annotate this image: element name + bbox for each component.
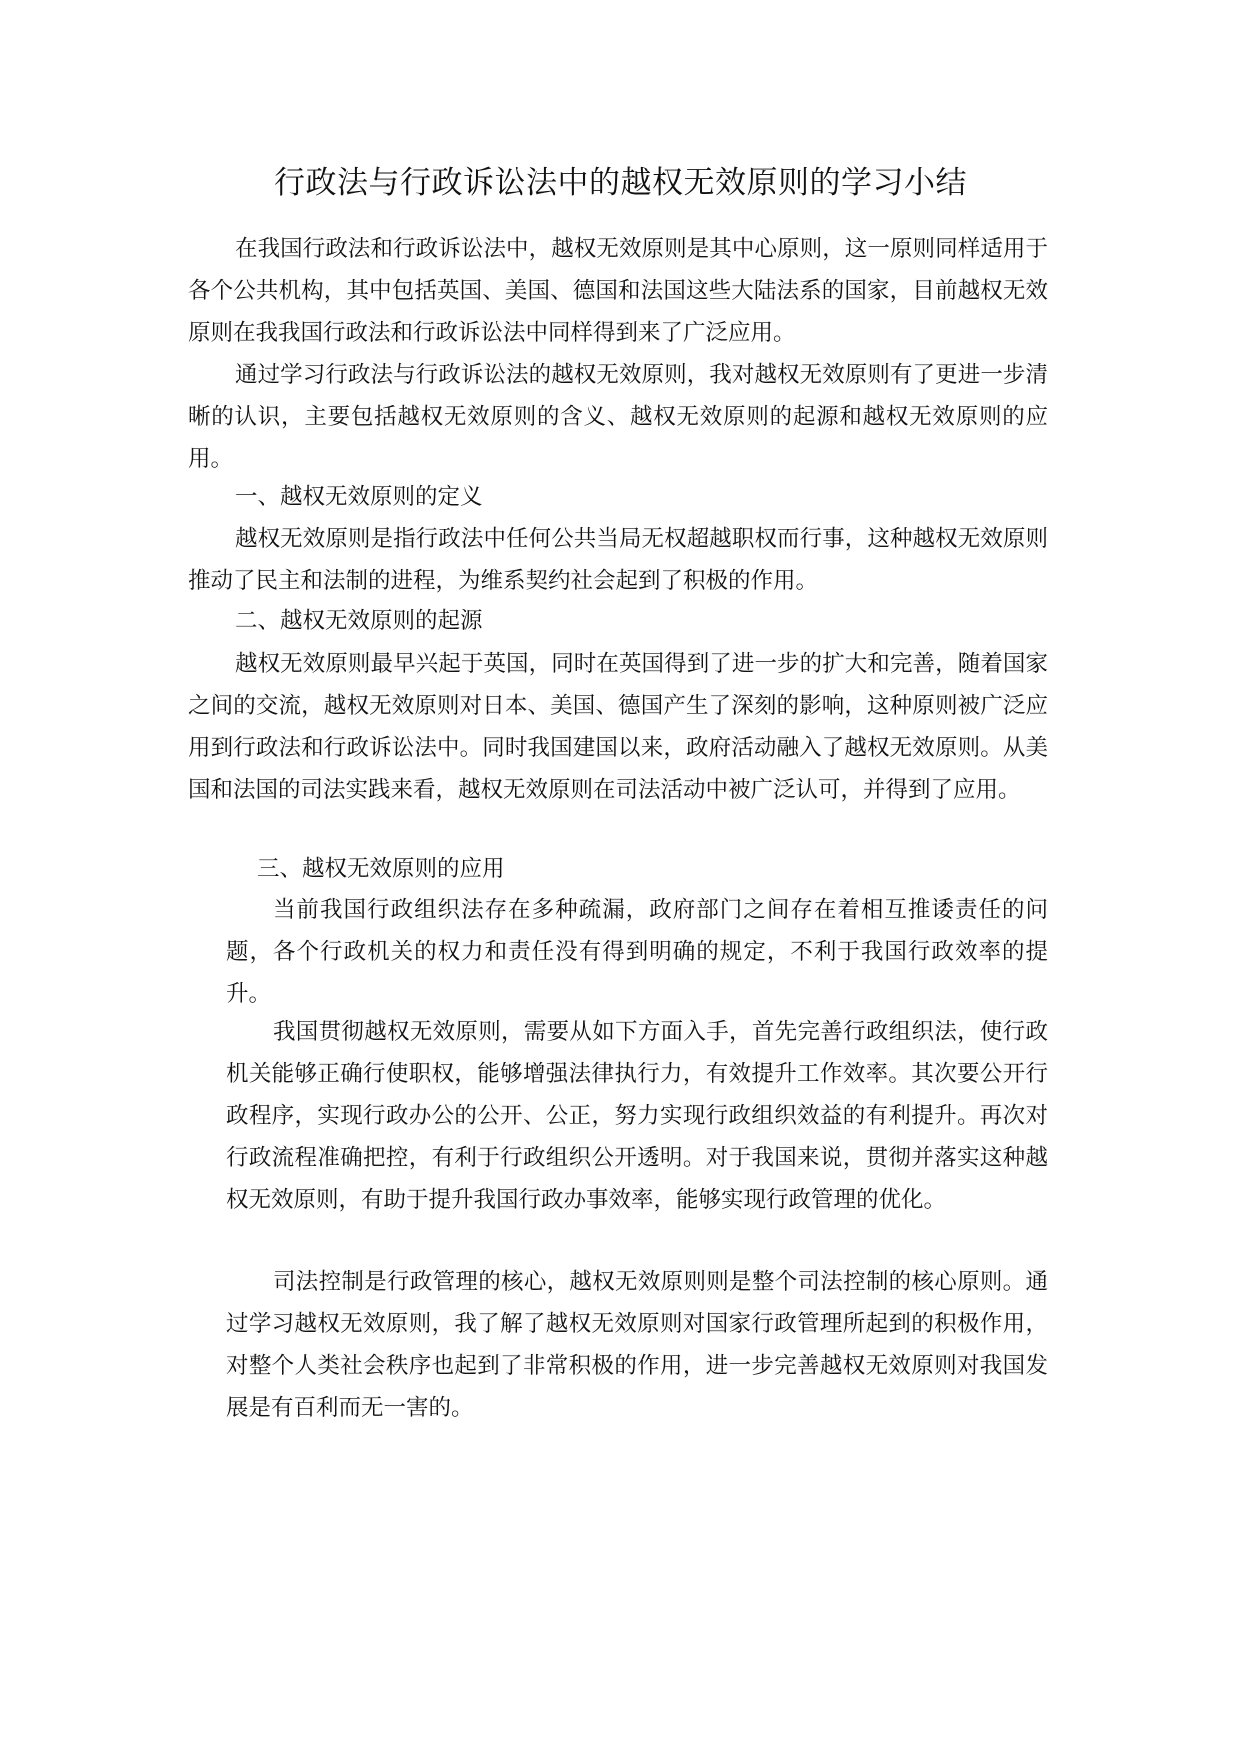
section-application-paragraph-2: 我国贯彻越权无效原则，需要从如下方面入手，首先完善行政组织法，使行政机关能够正确行使职权，能够增强法律执行力，有效提升工作效率。其次要公开行政程序，实现行政办公的公开、公正，努力实现行政组织效益的有利提升。再次对行政流程准确把控，有利于行政组织公开透明。对于我国来说，贯彻并落实这种越权无效原则，有助于提升我国行政办事效率，能够实现行政管理的优化。	[226, 1019, 1048, 1213]
section-application-paragraph-1: 当前我国行政组织法存在多种疏漏，政府部门之间存在着相互推诿责任的问题，各个行政机关的权力和责任没有得到明确的规定，不利于我国行政效率的提升。	[226, 897, 1048, 1007]
section-heading-application: 三、越权无效原则的应用	[257, 856, 505, 882]
intro-paragraph-2: 通过学习行政法与行政诉讼法的越权无效原则，我对越权无效原则有了更进一步清晰的认识，主要包括越权无效原则的含义、越权无效原则的起源和越权无效原则的应用。	[188, 362, 1048, 472]
section-definition-paragraph: 越权无效原则是指行政法中任何公共当局无权超越职权而行事，这种越权无效原则推动了民主和法制的进程，为维系契约社会起到了积极的作用。	[188, 526, 1048, 594]
section-heading-origin: 二、越权无效原则的起源	[235, 608, 483, 634]
page-title: 行政法与行政诉讼法中的越权无效原则的学习小结	[274, 165, 967, 201]
section-application-paragraph-3: 司法控制是行政管理的核心，越权无效原则则是整个司法控制的核心原则。通过学习越权无效原则，我了解了越权无效原则对国家行政管理所起到的积极作用，对整个人类社会秩序也起到了非常积极的作用，进一步完善越权无效原则对我国发展是有百利而无一害的。	[226, 1269, 1048, 1421]
section-origin-paragraph: 越权无效原则最早兴起于英国，同时在英国得到了进一步的扩大和完善，随着国家之间的交流，越权无效原则对日本、美国、德国产生了深刻的影响，这种原则被广泛应用到行政法和行政诉讼法中。同时我国建国以来，政府活动融入了越权无效原则。从美国和法国的司法实践来看，越权无效原则在司法活动中被广泛认可，并得到了应用。	[188, 651, 1048, 803]
intro-paragraph-1: 在我国行政法和行政诉讼法中，越权无效原则是其中心原则，这一原则同样适用于各个公共机构，其中包括英国、美国、德国和法国这些大陆法系的国家，目前越权无效原则在我我国行政法和行政诉讼法中同样得到来了广泛应用。	[188, 236, 1048, 346]
section-heading-definition: 一、越权无效原则的定义	[235, 484, 483, 510]
